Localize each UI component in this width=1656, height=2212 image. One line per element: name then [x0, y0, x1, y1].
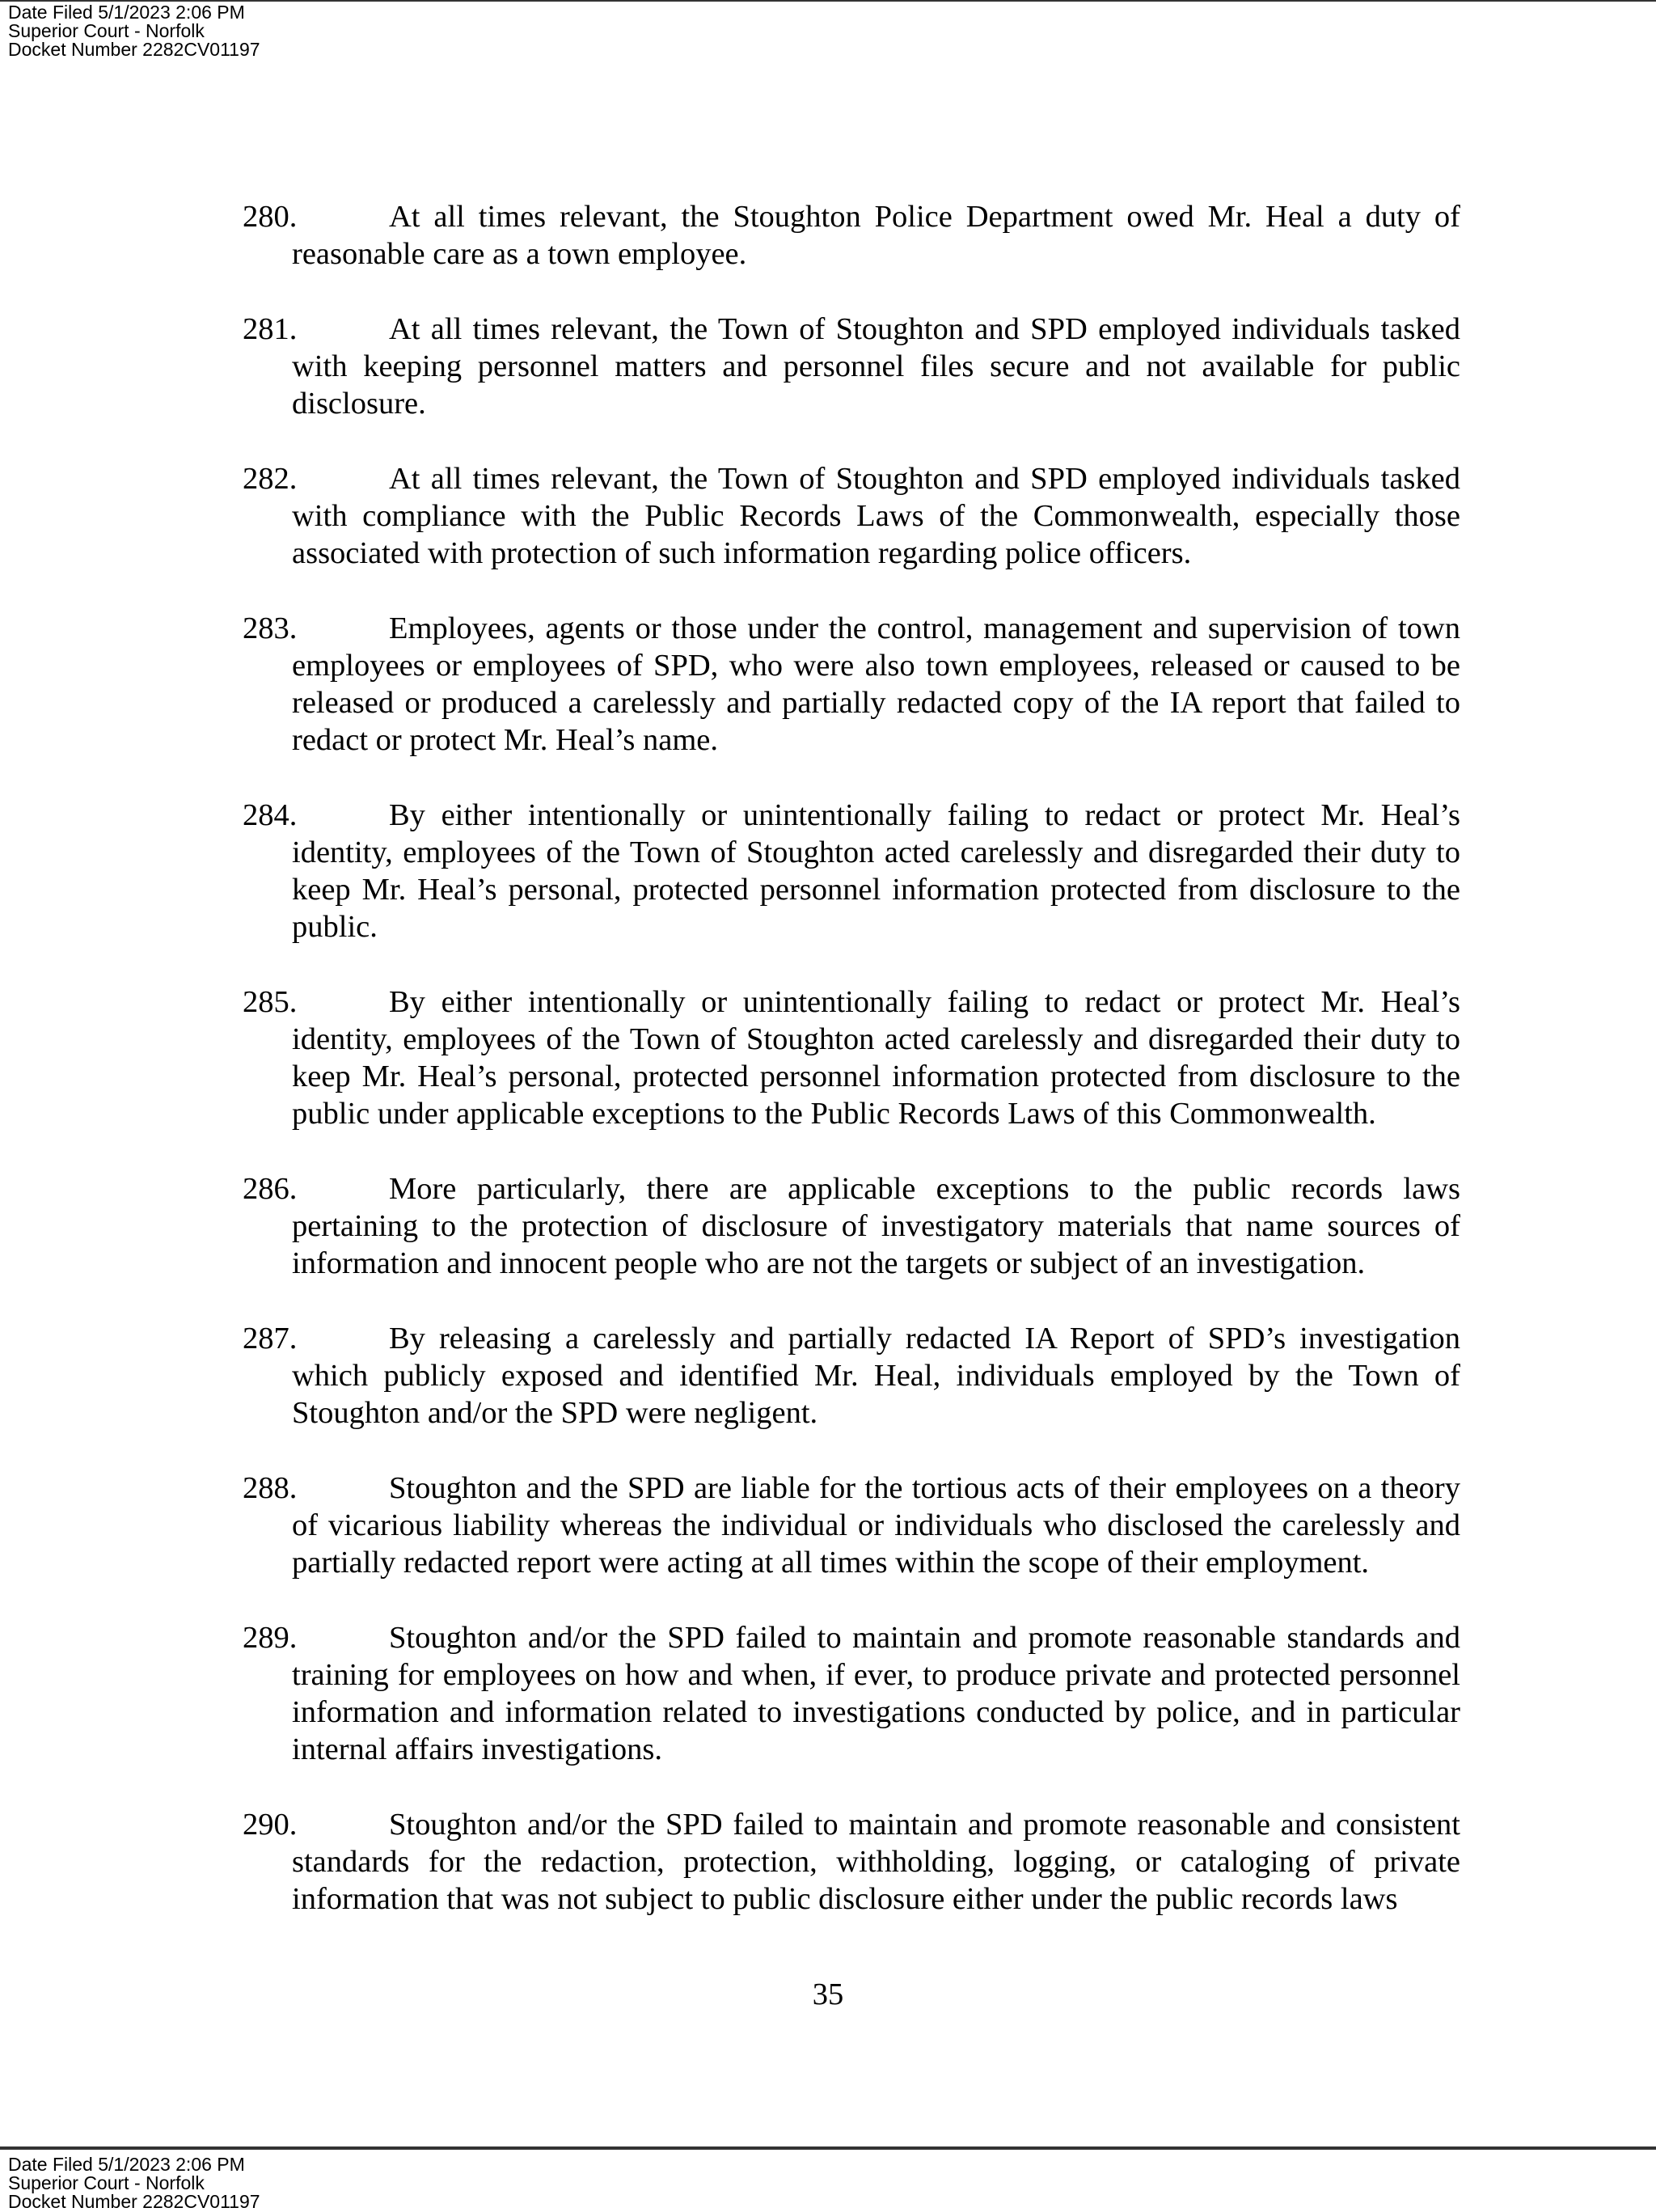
paragraph-text: By releasing a carelessly and partially redacted IA Report of SPD’s investigation which publicly exposed and identified Mr. Heal, individuals employed by the Town of Stoughton and/or the SPD were negligent.	[292, 1322, 1460, 1430]
paragraph-number: 280.	[243, 200, 298, 234]
paragraph	[243, 198, 1460, 273]
paragraph-number: 285.	[243, 985, 298, 1019]
paragraph	[243, 1619, 1460, 1768]
paragraph	[243, 311, 1460, 422]
paragraph-number: 281.	[243, 312, 298, 346]
court-name: Superior Court - Norfolk	[8, 2172, 205, 2193]
page-break-divider	[0, 2146, 1656, 2150]
docket-number: Docket Number 2282CV01197	[8, 2191, 260, 2212]
page-top-border	[0, 0, 1656, 2]
paragraph-text: At all times relevant, the Stoughton Police Department owed Mr. Heal a duty of reasonable care as a town employee.	[292, 200, 1460, 271]
paragraph-number: 288.	[243, 1471, 298, 1505]
paragraph	[243, 797, 1460, 945]
date-filed: Date Filed 5/1/2023 2:06 PM	[8, 2, 245, 23]
paragraph-text: By either intentionally or unintentionally failing to redact or protect Mr. Heal’s identity, employees of the Town of Stoughton acted carelessly and disregarded their duty to keep Mr. Heal’s personal, protected personnel information protected from disclosure to the public under applicable exceptions to the Public Records Laws of this Commonwealth.	[292, 985, 1460, 1131]
document-body	[243, 198, 1460, 1956]
paragraph	[243, 610, 1460, 759]
paragraph-number: 290.	[243, 1808, 298, 1842]
paragraph-number: 282.	[243, 462, 298, 496]
court-name: Superior Court - Norfolk	[8, 20, 205, 41]
paragraph-number: 287.	[243, 1322, 298, 1356]
paragraph-text: Employees, agents or those under the control, management and supervision of town employees or employees of SPD, who were also town employees, released or caused to be released or produced a carelessly and partially redacted copy of the IA report that failed to redact or protect Mr. Heal’s name.	[292, 611, 1460, 757]
paragraph-text: At all times relevant, the Town of Stoughton and SPD employed individuals tasked with keeping personnel matters and personnel files secure and not available for public disclosure.	[292, 312, 1460, 421]
paragraph-number: 283.	[243, 611, 298, 645]
page-number: 35	[812, 1977, 844, 2011]
docket-number: Docket Number 2282CV01197	[8, 39, 260, 60]
paragraph	[243, 1170, 1460, 1282]
paragraph-text: More particularly, there are applicable exceptions to the public records laws pertaining to the protection of disclosure of investigatory materials that name sources of information and innocent people who are not the targets or subject of an investigation.	[292, 1172, 1460, 1280]
paragraph-text: Stoughton and/or the SPD failed to maintain and promote reasonable and consistent standards for the redaction, protection, withholding, logging, or cataloging of private information that was not subject to public disclosure either under the public records laws	[292, 1808, 1460, 1916]
filing-stamp-next-page	[8, 2155, 260, 2211]
paragraph	[243, 1470, 1460, 1581]
paragraph-text: At all times relevant, the Town of Stoughton and SPD employed individuals tasked with compliance with the Public Records Laws of the Commonwealth, especially those associated with protection of such information regarding police officers.	[292, 462, 1460, 570]
paragraph	[243, 460, 1460, 572]
paragraph-text: By either intentionally or unintentionally failing to redact or protect Mr. Heal’s identity, employees of the Town of Stoughton acted carelessly and disregarded their duty to keep Mr. Heal’s personal, protected personnel information protected from disclosure to the public.	[292, 798, 1460, 944]
filing-stamp-top	[8, 3, 260, 59]
paragraph-text: Stoughton and/or the SPD failed to maintain and promote reasonable standards and training for employees on how and when, if ever, to produce private and protected personnel information and information related to investigations conducted by police, and in particular internal affairs investigations.	[292, 1621, 1460, 1766]
date-filed: Date Filed 5/1/2023 2:06 PM	[8, 2154, 245, 2175]
paragraph	[243, 1806, 1460, 1918]
paragraph-number: 284.	[243, 798, 298, 832]
paragraph-text: Stoughton and the SPD are liable for the tortious acts of their employees on a theory of vicarious liability whereas the individual or individuals who disclosed the carelessly and partially redacted report were acting at all times within the scope of their employment.	[292, 1471, 1460, 1580]
paragraph-number: 286.	[243, 1172, 298, 1206]
paragraph-number: 289.	[243, 1621, 298, 1655]
paragraph	[243, 983, 1460, 1132]
paragraph	[243, 1320, 1460, 1432]
